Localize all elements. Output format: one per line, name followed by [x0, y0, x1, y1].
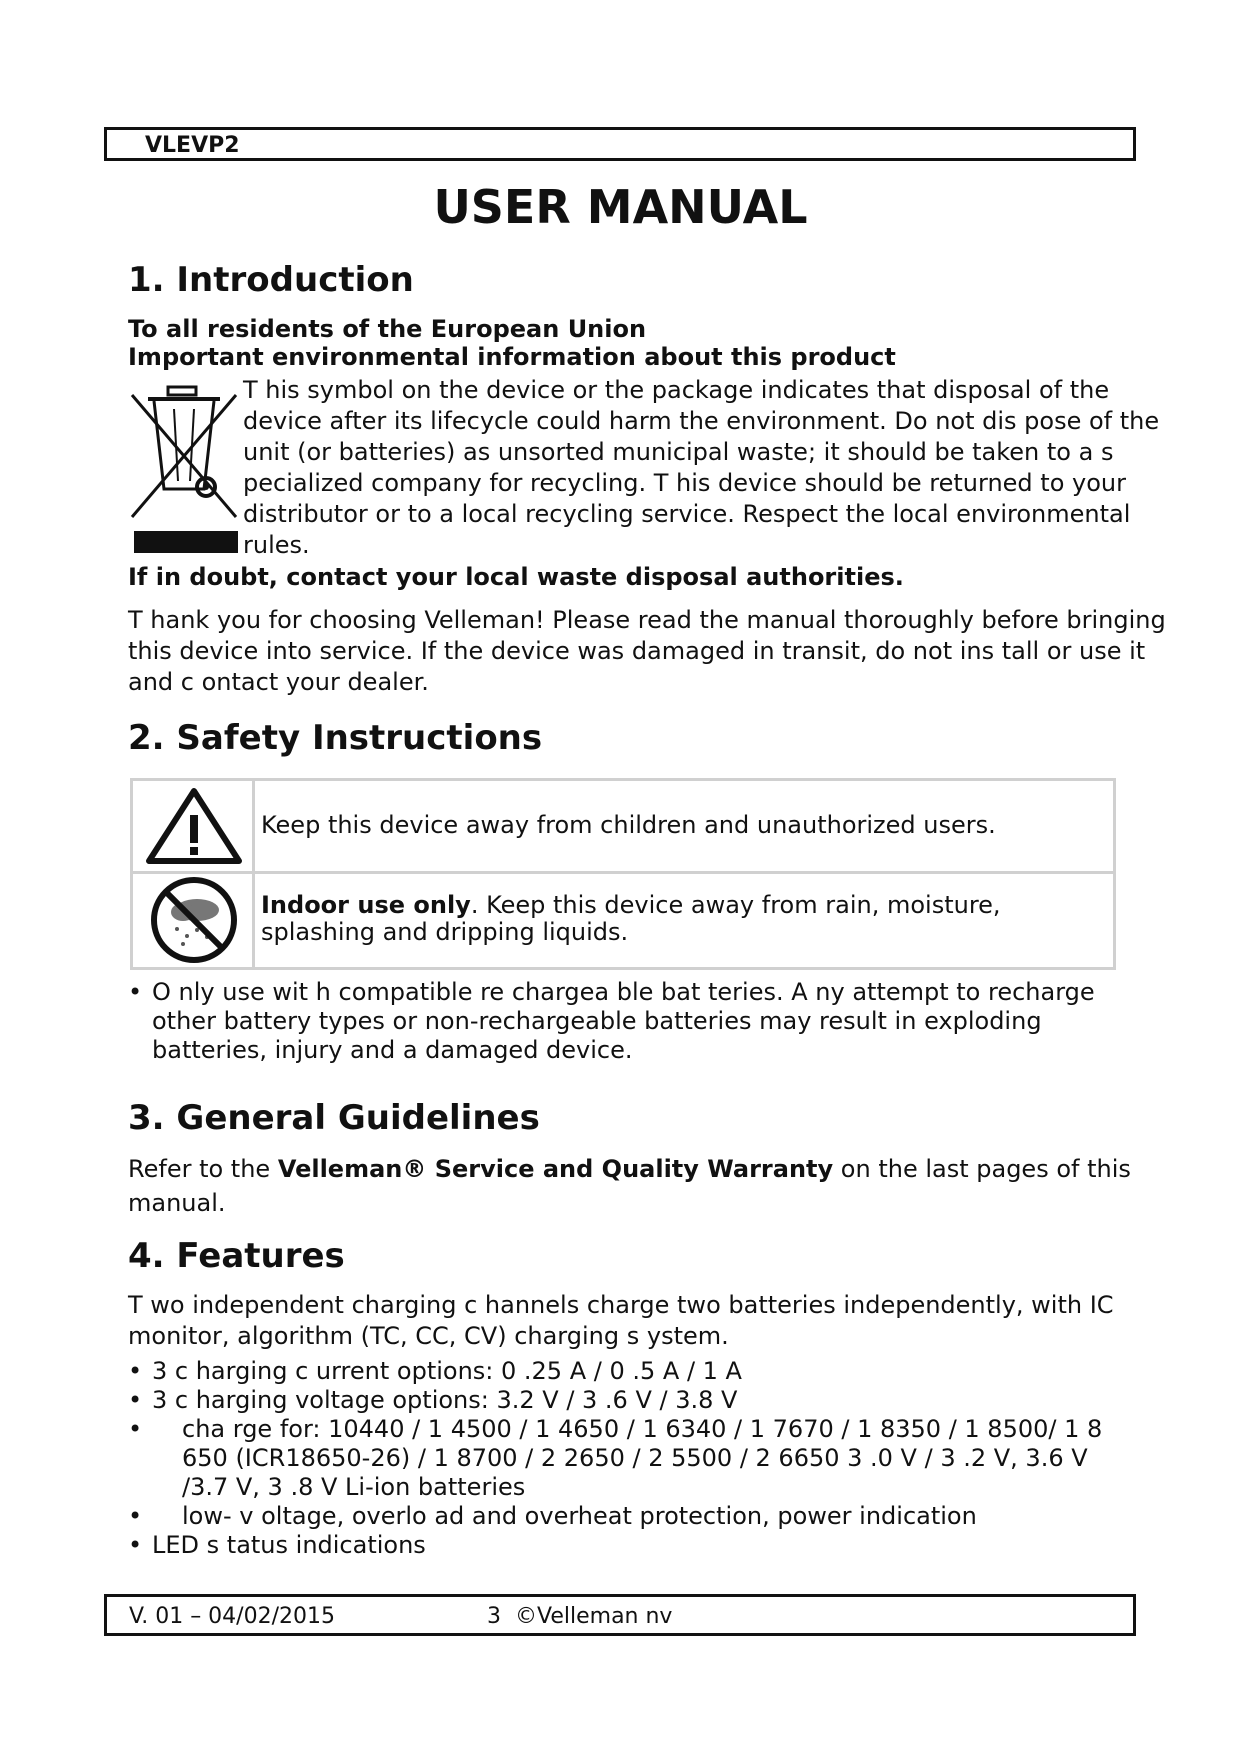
weee-text: T his symbol on the device or the package indicates that disposal of the device after its lifecycle could harm the environment. Do not dis pose of the unit (or batteries) as unsorted municipal waste; it should be taken to a s pecialized company for recycling. T his device should be returned to your distributor or to a local recycling service. Respect the local environmental rules.	[243, 376, 1160, 559]
thank-you-text: T hank you for choosing Velleman! Please read the manual thoroughly before bringing this device into service. If the device was damaged in transit, do not ins tall or use it and c ontact your dealer.	[128, 606, 1166, 696]
features-list	[128, 1357, 1128, 1560]
eu-residents-line: To all residents of the European Union	[128, 315, 647, 343]
guidelines-text	[128, 1152, 1138, 1220]
guidelines-text-end: on the last pages of this manual.	[128, 1155, 1131, 1217]
list-item: • cha rge for: 10440 / 1 4500 / 1 4650 / 1 6340 / 1 7670 / 1 8350 / 1 8500/ 1 8 650 (ICR18650-26) / 1 8700 / 2 2650 / 2 5500 / 2 6650 3 .0 V / 3 .2 V, 3.6 V /3.7 V, 3 .8 V Li-ion batteries	[128, 1415, 1128, 1502]
safety-row-indoor	[133, 874, 1113, 967]
environment-info-line: Important environmental information about this product	[128, 343, 896, 371]
header-box	[104, 127, 1136, 161]
list-item: • O nly use wit h compatible re chargea ble bat teries. A ny attempt to recharge other battery types or non-rechargeable batteries may result in exploding batteries, injury and a damaged device.	[128, 978, 1128, 1065]
guidelines-heading: 3. General Guidelines	[128, 1098, 540, 1138]
list-item: • 3 c harging voltage options: 3.2 V / 3 .6 V / 3.8 V	[128, 1386, 1128, 1415]
list-item: • LED s tatus indications	[128, 1531, 1128, 1560]
footer-copyright: ©Velleman nv	[515, 1604, 673, 1629]
guidelines-text-start: Refer to the	[128, 1155, 278, 1183]
document-title: USER MANUAL	[433, 180, 808, 234]
indoor-use-text: . Keep this device away from rain, moisture, splashing and dripping liquids.	[261, 891, 1001, 946]
warning-triangle-icon	[133, 781, 255, 871]
footer-page-number: 3	[487, 1604, 501, 1629]
safety-heading: 2. Safety Instructions	[128, 718, 543, 758]
intro-heading: 1. Introduction	[128, 260, 414, 300]
features-heading: 4. Features	[128, 1236, 345, 1276]
safety-bullets	[128, 978, 1128, 1065]
safety-row-1-text: Keep this device away from children and unauthorized users.	[261, 811, 996, 839]
footer-version: V. 01 – 04/02/2015	[129, 1604, 335, 1629]
safety-row-children	[133, 781, 1113, 874]
model-number: VLEVP2	[145, 133, 240, 158]
safety-row-2-text	[261, 892, 1101, 946]
disposal-doubt-text: If in doubt, contact your local waste disposal authorities.	[128, 563, 904, 591]
warranty-reference: Velleman® Service and Quality Warranty	[277, 1155, 834, 1183]
safety-table	[130, 778, 1116, 970]
list-item: • 3 c harging c urrent options: 0 .25 A / 0 .5 A / 1 A	[128, 1357, 1128, 1386]
features-intro: T wo independent charging c hannels charge two batteries independently, with IC monitor, algorithm (TC, CC, CV) charging s ystem.	[128, 1291, 1114, 1350]
weee-bin-icon	[128, 385, 240, 555]
footer-box	[104, 1594, 1136, 1636]
indoor-use-label: Indoor use only	[261, 891, 471, 919]
list-item: • low- v oltage, overlo ad and overheat protection, power indication	[128, 1502, 1128, 1531]
no-rain-icon	[133, 874, 255, 967]
